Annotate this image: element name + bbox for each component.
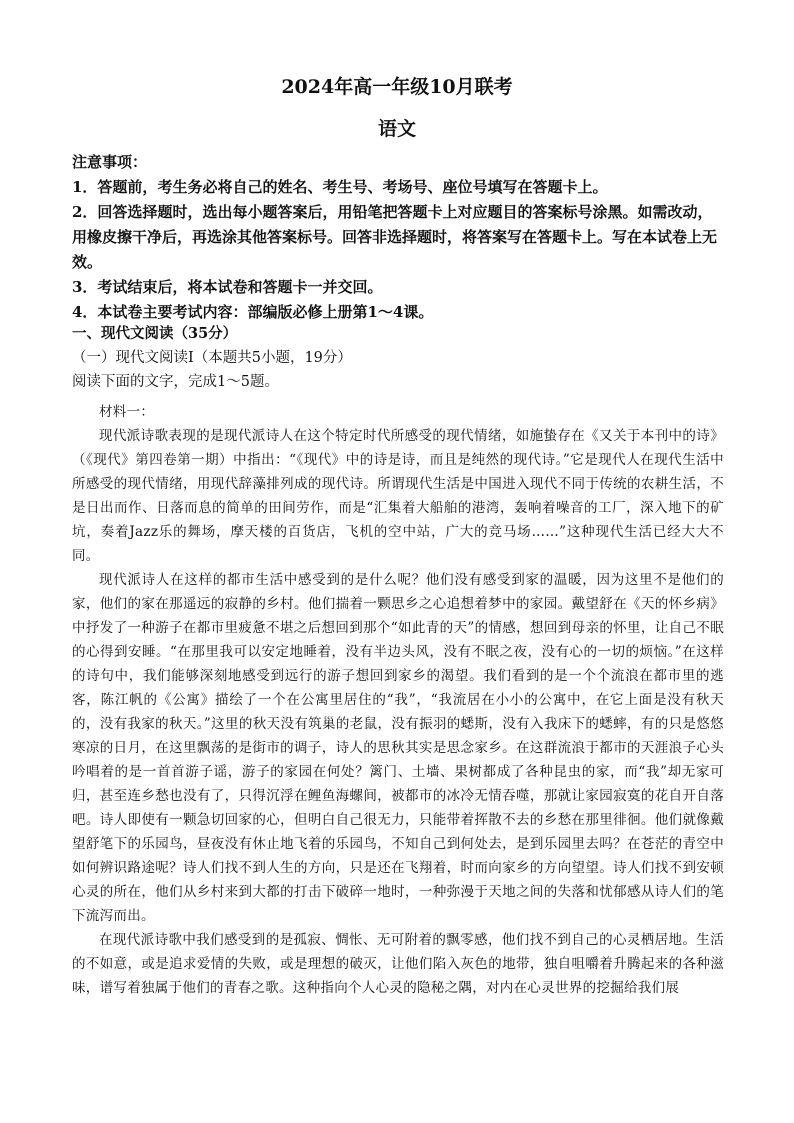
paragraph-3: 在现代派诗歌中我们感受到的是孤寂、惆怅、无可附着的飘零感，他们找不到自己的心灵栖居地。生活的不如意，或是追求爱情的失败，或是理想的破灭，让他们陷入灰色的地带，独自咀嚼着升腾起来的各种滋味，谱写着独属于他们的青春之歌。这种指向个人心灵的隐秘之隅，对内在心灵世界的挖掘给我们展 xyxy=(72,932,724,996)
notice-heading: 注意事项： xyxy=(72,153,148,171)
section-heading-block xyxy=(72,322,724,394)
notice-block xyxy=(72,150,724,325)
subject-title: 语文 xyxy=(377,118,416,140)
part-title: 一、现代文阅读（35分） xyxy=(72,325,238,342)
notice-item-2: 2．回答选择题时，选出每小题答案后，用铅笔把答题卡上对应题目的答案标号涂黑。如需改动，用橡皮擦干净后，再选涂其他答案标号。回答非选择题时，将答案写在答题卡上。写在本试卷上无效。 xyxy=(72,203,718,271)
sub-title: （一）现代文阅读Ⅰ（本题共5小题，19分） xyxy=(72,350,352,366)
instruction: 阅读下面的文字，完成1～5题。 xyxy=(72,374,279,390)
material-label: 材料一： xyxy=(99,404,155,420)
paragraph-2: 现代派诗人在这样的都市生活中感受到的是什么呢？他们没有感受到家的温暖，因为这里不是他们的家，他们的家在那遥远的寂静的乡村。他们揣着一颗思乡之心追想着梦中的家园。戴望舒在《天的怀乡病》中抒发了一种游子在都市里疲惫不堪之后想回到那个“如此青的天”的情感，想回到母亲的怀里，让自己不眠的心得到安睡。“在那里我可以安定地睡着，没有半边头风，没有不眠之夜，没有心的一切的烦恼。”在这样的诗句中，我们能够深刻地感受到远行的游子想回到家乡的渴望。我们看到的是一个个流浪在都市里的逃客，陈江帆的《公寓》描绘了一个在公寓里居住的“我”，“我流居在小小的公寓中，在它上面是没有秋天的，没有我家的秋天。”这里的秋天没有筑巢的老鼠，没有振羽的蟋斯，没有入我床下的蟋蟀，有的只是悠悠寒凉的日月，在这里飘荡的是街市的调子，诗人的思秋其实是思念家乡。在这群流浪于都市的天涯浪子心头吟唱着的是一首首游子谣，游子的家园在何处？篱门、土墙、果树都成了各种昆虫的家，而“我”却无家可归，甚至连乡愁也没有了，只得沉浮在鲤鱼海螺间，被都市的冰冷无情吞噬，那就让家园寂寞的花自开自落吧。诗人即使有一颗急切回家的心，但明白自己很无力，只能带着挥散不去的乡愁在那里徘徊。他们就像戴望舒笔下的乐园鸟，昼夜没有休止地飞着的乐园鸟，不知自己到何处去，是到乐园里去吗？在苍茫的青空中如何辨识路途呢？诗人们找不到人生的方向，只是还在飞翔着，时而向家乡的方向望望。诗人们找不到安顿心灵的所在，他们从乡村来到大都的打击下破碎一地时，一种弥漫于天地之间的失落和忧郁感从诗人们的笔下流泻而出。 xyxy=(72,572,724,924)
notice-item-3: 3．考试结束后，将本试卷和答题卡一并交回。 xyxy=(72,278,383,296)
exam-title: 2024年高一年级10月联考 xyxy=(281,76,513,98)
paragraph-1: 现代派诗歌表现的是现代派诗人在这个特定时代所感受的现代情绪，如施蛰存在《又关于本刊中的诗》（《现代》第四卷第一期）中指出：“《现代》中的诗是诗，而且是纯然的现代诗。”它是现代人在现代生活中所感受的现代情绪，用现代辞藻排列成的现代诗。所谓现代生活是中国进入现代不同于传统的农耕生活，不是日出而作、日落而息的简单的田间劳作，而是“汇集着大船舶的港湾，轰响着噪音的工厂，深入地下的矿坑，奏着Jazz乐的舞场，摩天楼的百货店，飞机的空中站，广大的竞马场……”这种现代生活已经大大不同。 xyxy=(72,428,724,564)
notice-item-4: 4．本试卷主要考试内容：部编版必修上册第1～4课。 xyxy=(72,303,434,321)
notice-item-1: 1．答题前，考生务必将自己的姓名、考生号、考场号、座位号填写在答题卡上。 xyxy=(72,178,608,196)
reading-passage xyxy=(72,400,724,1000)
